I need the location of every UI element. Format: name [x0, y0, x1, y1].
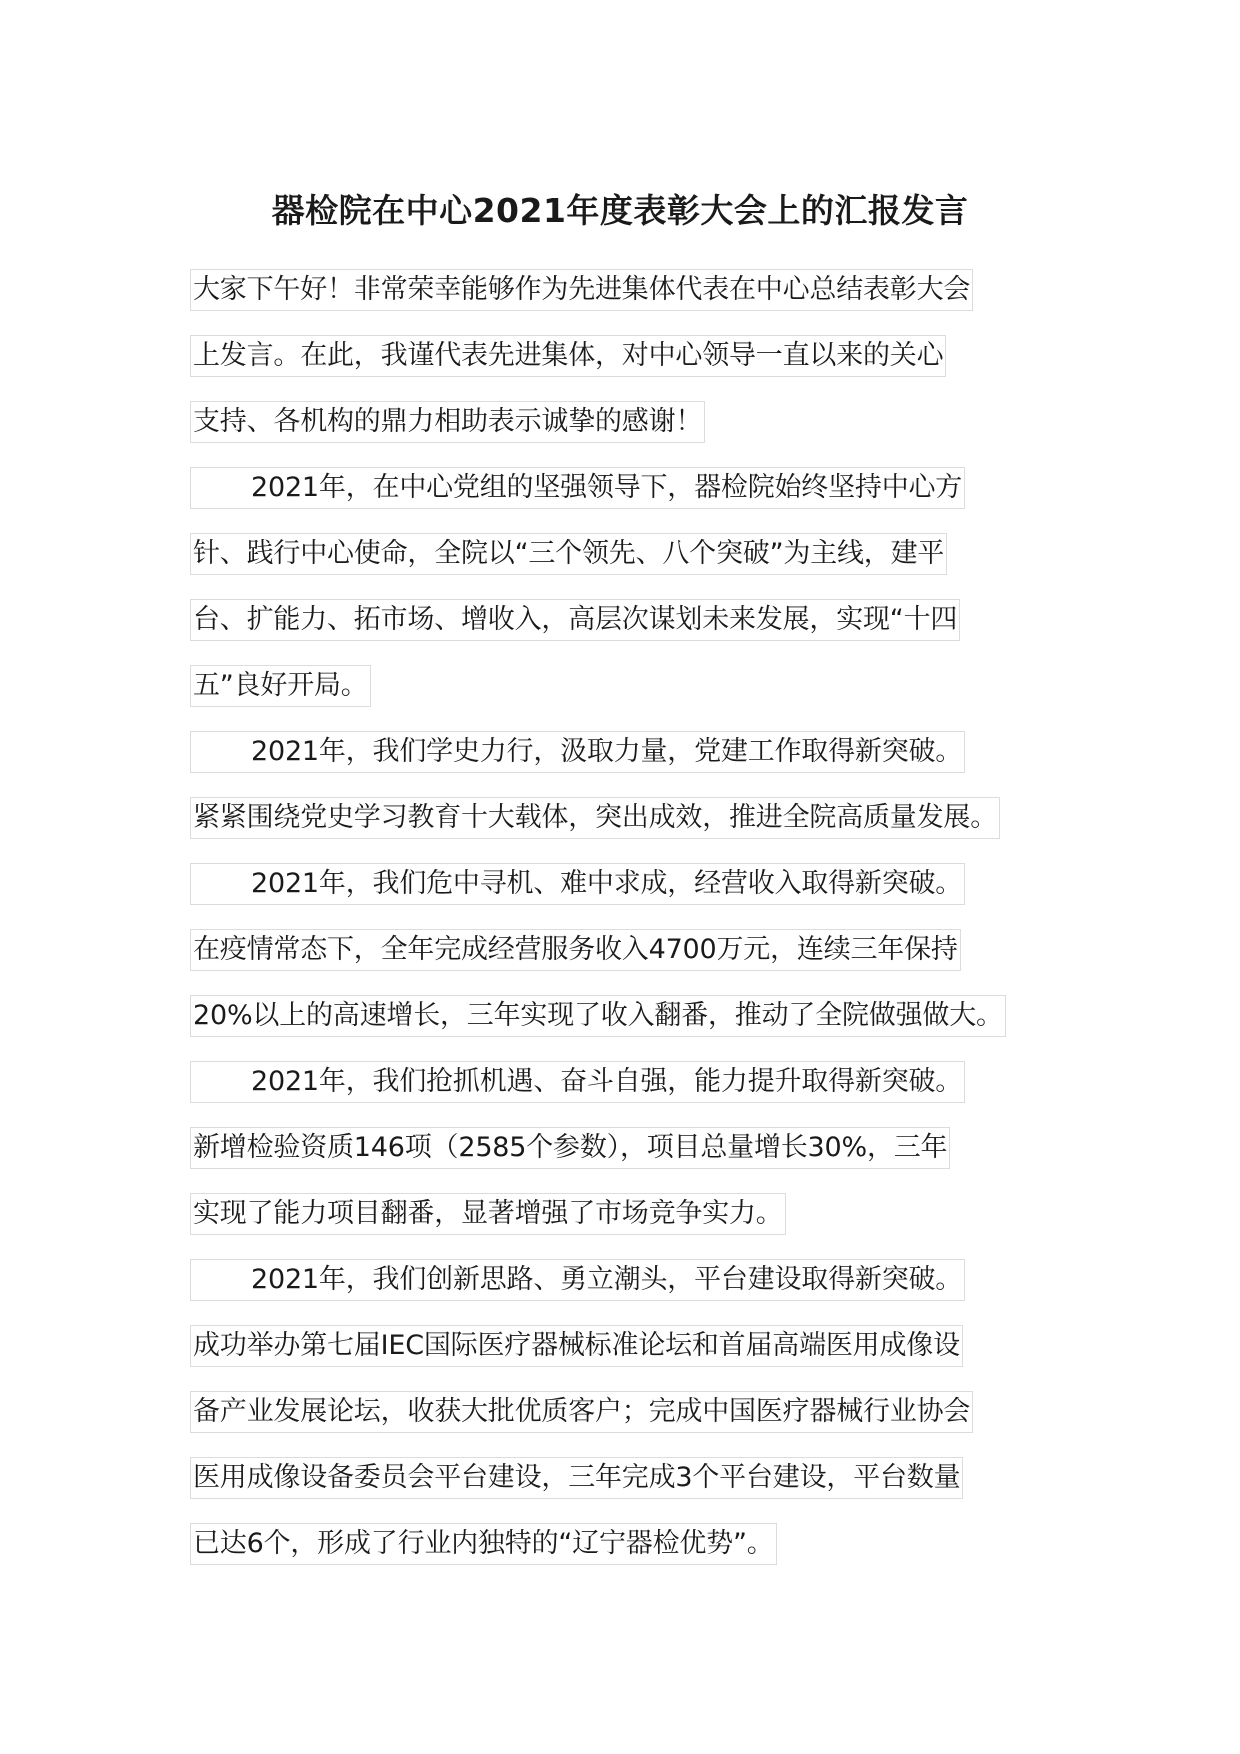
text-line — [190, 1114, 1090, 1180]
text-line — [190, 388, 1090, 454]
line-text: 成功举办第七届IEC国际医疗器械标准论坛和首届高端医用成像设 — [190, 1325, 963, 1367]
text-line — [190, 454, 1090, 520]
line-text: 2021年，在中心党组的坚强领导下，器检院始终坚持中心方 — [190, 467, 965, 509]
line-text: 在疫情常态下，全年完成经营服务收入4700万元，连续三年保持 — [190, 929, 961, 971]
line-text: 备产业发展论坛，收获大批优质客户；完成中国医疗器械行业协会 — [190, 1391, 973, 1433]
text-line — [190, 1378, 1090, 1444]
text-line — [190, 1180, 1090, 1246]
text-line — [190, 982, 1090, 1048]
line-text: 实现了能力项目翻番，显著增强了市场竞争实力。 — [190, 1193, 786, 1235]
line-text: 20%以上的高速增长，三年实现了收入翻番，推动了全院做强做大。 — [190, 995, 1006, 1037]
text-line — [190, 586, 1090, 652]
text-line — [190, 322, 1090, 388]
text-line — [190, 652, 1090, 718]
line-text: 五”良好开局。 — [190, 665, 371, 707]
line-text: 2021年，我们危中寻机、难中求成，经营收入取得新突破。 — [190, 863, 965, 905]
line-text: 上发言。在此，我谨代表先进集体，对中心领导一直以来的关心 — [190, 335, 946, 377]
line-text: 医用成像设备委员会平台建设，三年完成3个平台建设，平台数量 — [190, 1457, 963, 1499]
line-text: 针、践行中心使命，全院以“三个领先、八个突破”为主线，建平 — [190, 533, 947, 575]
text-line — [190, 916, 1090, 982]
line-text: 支持、各机构的鼎力相助表示诚挚的感谢！ — [190, 401, 705, 443]
line-text: 大家下午好！非常荣幸能够作为先进集体代表在中心总结表彰大会 — [190, 269, 973, 311]
text-line — [190, 850, 1090, 916]
text-line — [190, 718, 1090, 784]
text-line — [190, 256, 1090, 322]
line-text: 2021年，我们学史力行，汲取力量，党建工作取得新突破。 — [190, 731, 965, 773]
text-line — [190, 1444, 1090, 1510]
text-line — [190, 784, 1090, 850]
line-text: 台、扩能力、拓市场、增收入，高层次谋划未来发展，实现“十四 — [190, 599, 960, 641]
text-line — [190, 520, 1090, 586]
line-text: 2021年，我们抢抓机遇、奋斗自强，能力提升取得新突破。 — [190, 1061, 965, 1103]
line-text: 2021年，我们创新思路、勇立潮头，平台建设取得新突破。 — [190, 1259, 965, 1301]
line-text: 紧紧围绕党史学习教育十大载体，突出成效，推进全院高质量发展。 — [190, 797, 1000, 839]
document-title: 器检院在中心2021年度表彰大会上的汇报发言 — [271, 191, 969, 230]
text-line — [190, 1048, 1090, 1114]
text-line — [190, 1312, 1090, 1378]
document-body — [190, 256, 1090, 1576]
line-text: 新增检验资质146项（2585个参数），项目总量增长30%，三年 — [190, 1127, 950, 1169]
line-text: 已达6个，形成了行业内独特的“辽宁器检优势”。 — [190, 1523, 777, 1565]
text-line — [190, 1246, 1090, 1312]
text-line — [190, 1510, 1090, 1576]
